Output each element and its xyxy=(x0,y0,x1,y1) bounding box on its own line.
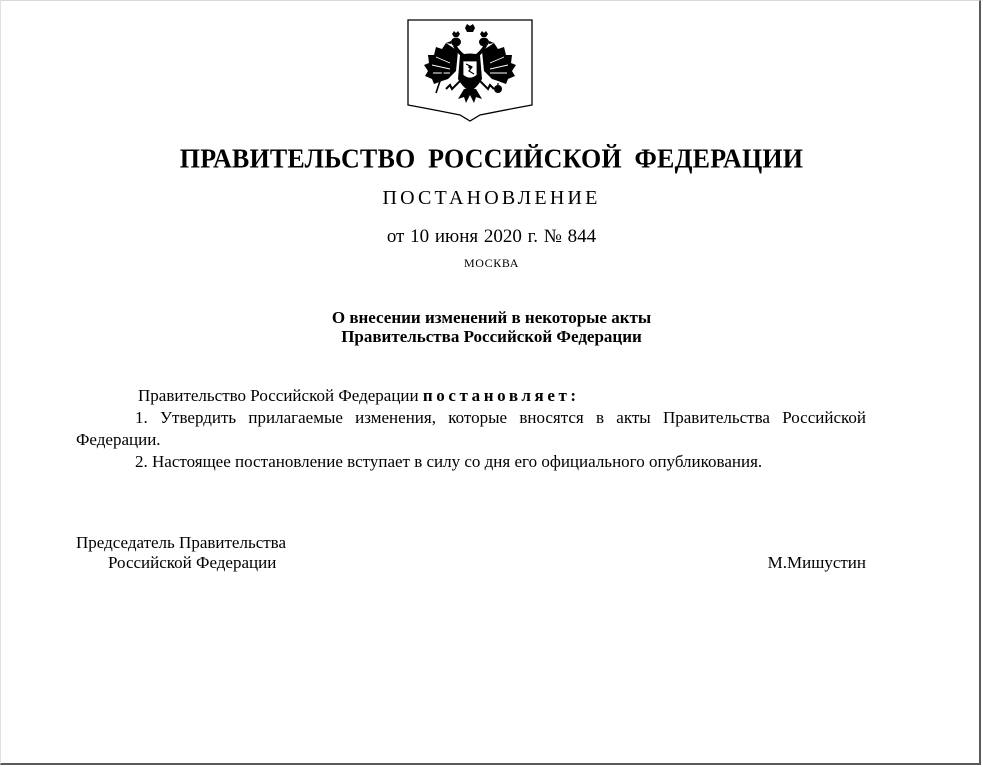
document-city: МОСКВА xyxy=(463,256,519,270)
body-item-1: 1. Утвердить прилагаемые изменения, которые вносятся в акты Правительства Российской Федерации. xyxy=(76,408,866,449)
coat-of-arms-icon xyxy=(406,19,534,122)
government-title: ПРАВИТЕЛЬСТВО РОССИЙСКОЙ ФЕДЕРАЦИИ xyxy=(179,143,804,174)
signature-block xyxy=(76,533,866,573)
document-date-number: от 10 июня 2020 г. № 844 xyxy=(386,226,597,247)
body-item-2: 2. Настоящее постановление вступает в силу со дня его официального опубликования. xyxy=(135,452,763,471)
signature-line xyxy=(76,553,866,573)
document-subject xyxy=(60,308,923,346)
signatory-name: М.Мишустин xyxy=(767,553,866,572)
signatory-position-line-1: Председатель Правительства xyxy=(76,533,287,552)
body-lead-keyword: постановляет: xyxy=(422,386,580,405)
subject-line-1: О внесении изменений в некоторые акты xyxy=(331,308,652,327)
signatory-position-line-2: Российской Федерации xyxy=(108,553,277,572)
body-lead-text: Правительство Российской Федерации xyxy=(138,386,423,405)
subject-line-2: Правительства Российской Федерации xyxy=(341,327,642,346)
document-type: ПОСТАНОВЛЕНИЕ xyxy=(382,187,601,209)
document-body xyxy=(76,385,866,473)
body-lead-paragraph xyxy=(76,385,866,407)
